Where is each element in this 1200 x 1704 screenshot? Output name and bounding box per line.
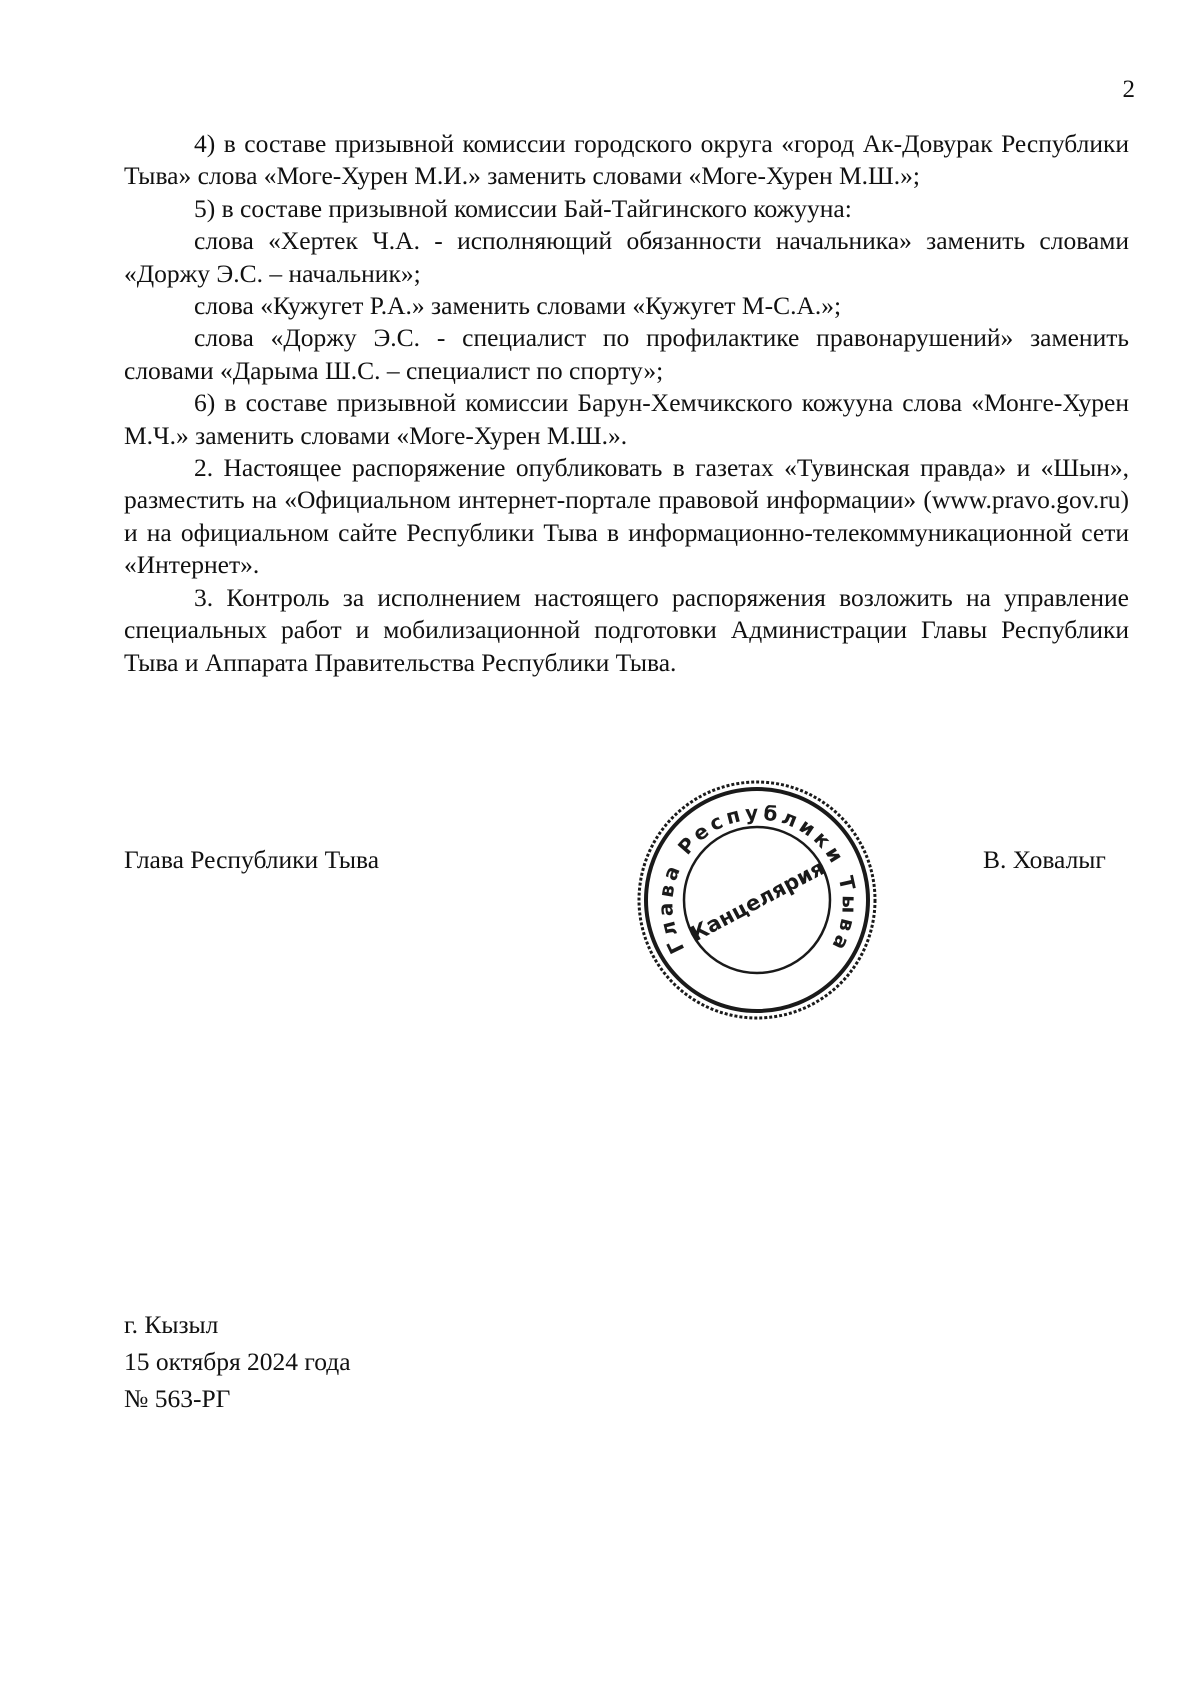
paragraph-clause-2: 2. Настоящее распоряжение опубликовать в газетах «Тувинская правда» и «Шын», разместить на «Официальном интернет-портале правовой информации» (www.pravo.gov.ru) и на официальном сайте Республики Тыва в информационно-телекоммуникационной сети «Интернет». [124,453,1129,580]
signature-position: Глава Республики Тыва [124,845,380,874]
document-footer [124,1306,351,1417]
paragraph-sub-1: слова «Хертек Ч.А. - исполняющий обязанности начальника» заменить словами «Доржу Э.С. – начальник»; [124,226,1129,288]
page-number: 2 [1122,76,1135,103]
paragraph-clause-3: 3. Контроль за исполнением настоящего распоряжения возложить на управление специальных работ и мобилизационной подготовки Администрации Главы Республики Тыва и Аппарата Правительства Республики Тыва. [124,582,1129,677]
signature-name: В. Ховалыг [983,845,1106,874]
paragraph-sub-2: слова «Кужугет Р.А.» заменить словами «Кужугет М-С.А.»; [194,291,842,321]
official-stamp [632,775,882,1025]
paragraph-item-5: 5) в составе призывной комиссии Бай-Тайгинского кожууна: [194,193,852,223]
footer-number: № 563-РГ [124,1384,231,1413]
document-body [124,128,1129,679]
svg-text:Глава Республики Тыва: Глава Республики Тыва [653,800,862,958]
footer-date: 15 октября 2024 года [124,1347,351,1376]
paragraph-item-4: 4) в составе призывной комиссии городского округа «город Ак-Довурак Республики Тыва» слова «Моге-Хурен М.И.» заменить словами «Моге-Хурен М.Ш.»; [124,129,1129,191]
paragraph-item-6: 6) в составе призывной комиссии Барун-Хемчикского кожууна слова «Монге-Хурен М.Ч.» заменить словами «Моге-Хурен М.Ш.». [124,388,1129,450]
svg-text:Канцелярия: Канцелярия [686,855,829,947]
paragraph-sub-3: слова «Доржу Э.С. - специалист по профилактике правонарушений» заменить словами «Дарыма Ш.С. – специалист по спорту»; [124,323,1129,385]
footer-city: г. Кызыл [124,1310,219,1339]
